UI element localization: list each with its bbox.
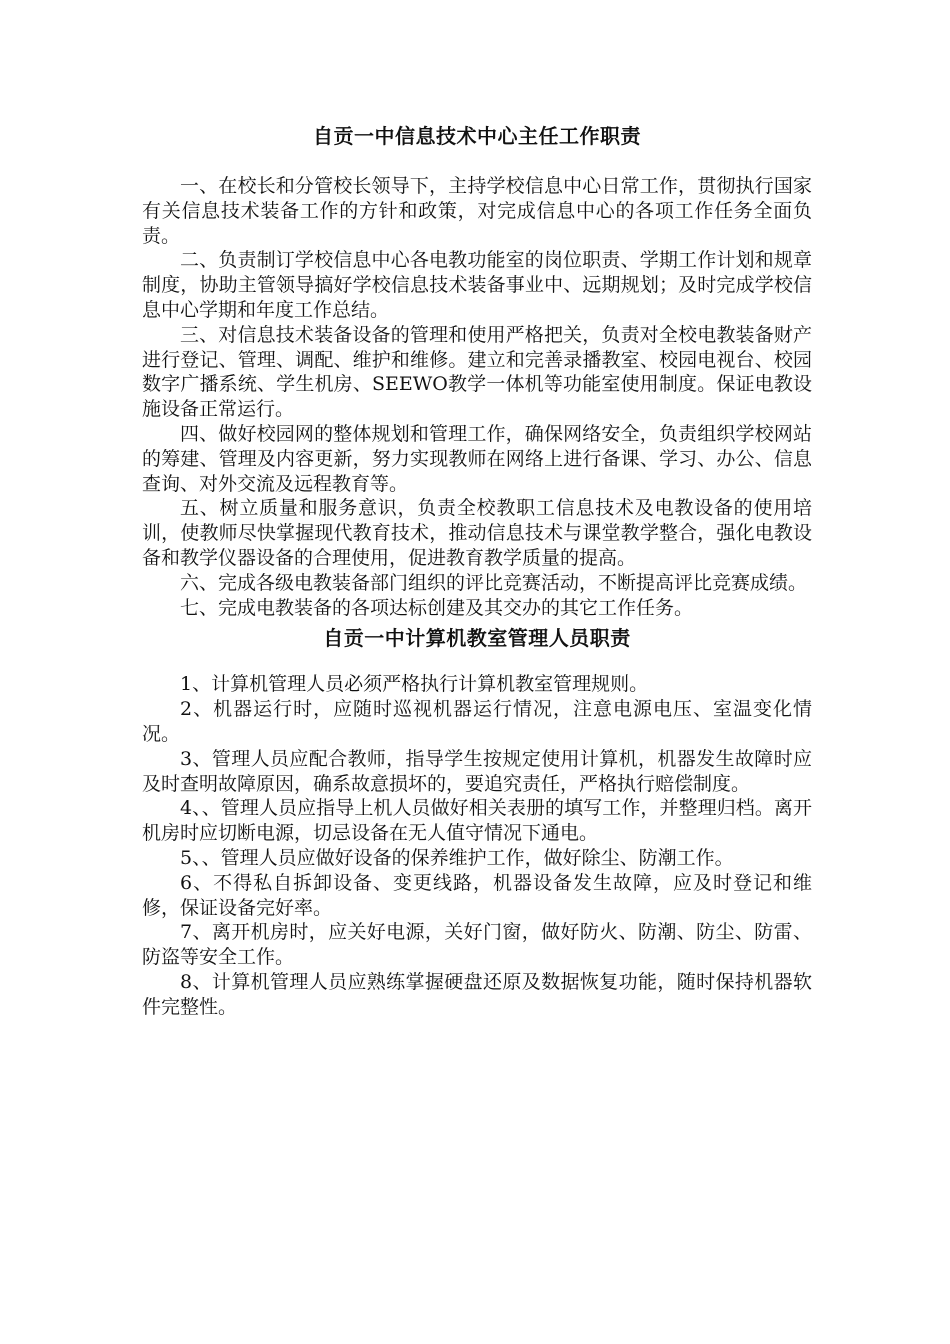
computer-room-duty-paragraph: 2、机器运行时，应随时巡视机器运行情况，注意电源电压、室温变化情况。 xyxy=(142,698,812,745)
computer-room-duty-paragraph: 1、计算机管理人员必须严格执行计算机教室管理规则。 xyxy=(180,673,649,696)
computer-room-duty-paragraph: 3、管理人员应配合教师，指导学生按规定使用计算机，机器发生故障时应及时查明故障原因，确系故意损坏的，要追究责任，严格执行赔偿制度。 xyxy=(142,747,812,795)
director-duty-paragraph: 七、完成电教装备的各项达标创建及其交办的其它工作任务。 xyxy=(180,596,694,619)
computer-room-duty-paragraph: 7、离开机房时，应关好电源，关好门窗，做好防火、防潮、防尘、防雷、防盗等安全工作。 xyxy=(142,921,812,969)
computer-room-duty-paragraph: 5、、管理人员应做好设备的保养维护工作，做好除尘、防潮工作。 xyxy=(180,846,734,869)
director-duty-paragraph: 四、做好校园网的整体规划和管理工作，确保网络安全，负责组织学校网站的筹建、管理及内容更新，努力实现教师在网络上进行备课、学习、办公、信息查询、对外交流及远程教育等。 xyxy=(142,422,812,495)
section-title-computer-room-staff-duties: 自贡一中计算机教室管理人员职责 xyxy=(323,626,631,651)
section-title-director-duties: 自贡一中信息技术中心主任工作职责 xyxy=(313,124,641,148)
director-duty-paragraph: 二、负责制订学校信息中心各电教功能室的岗位职责、学期工作计划和规章制度，协助主管领导搞好学校信息技术装备事业中、远期规划；及时完成学校信息中心学期和年度工作总结。 xyxy=(142,249,812,321)
director-duty-paragraph: 六、完成各级电教装备部门组织的评比竞赛活动，不断提高评比竞赛成绩。 xyxy=(180,571,808,594)
director-duty-paragraph: 三、对信息技术装备设备的管理和使用严格把关，负责对全校电教装备财产进行登记、管理、调配、维护和维修。建立和完善录播教室、校园电视台、校园数字广播系统、学生机房、SEEWO教学一体机等功能室使用制度。保证电教设施设备正常运行。 xyxy=(142,323,812,421)
computer-room-duty-paragraph: 6、不得私自拆卸设备、变更线路，机器设备发生故障，应及时登记和维修，保证设备完好率。 xyxy=(142,871,812,919)
document-page xyxy=(142,118,812,1020)
computer-room-duty-paragraph: 8、计算机管理人员应熟练掌握硬盘还原及数据恢复功能，随时保持机器软件完整性。 xyxy=(142,970,812,1018)
computer-room-duty-paragraph: 4、、管理人员应指导上机人员做好相关表册的填写工作，并整理归档。离开机房时应切断电源，切忌设备在无人值守情况下通电。 xyxy=(142,797,812,845)
director-duty-paragraph: 五、树立质量和服务意识，负责全校教职工信息技术及电教设备的使用培训，使教师尽快掌握现代教育技术，推动信息技术与课堂教学整合，强化电教设备和教学仪器设备的合理使用，促进教育教学质量的提高。 xyxy=(142,497,812,569)
director-duty-paragraph: 一、在校长和分管校长领导下，主持学校信息中心日常工作，贯彻执行国家有关信息技术装备工作的方针和政策，对完成信息中心的各项工作任务全面负责。 xyxy=(142,175,812,247)
